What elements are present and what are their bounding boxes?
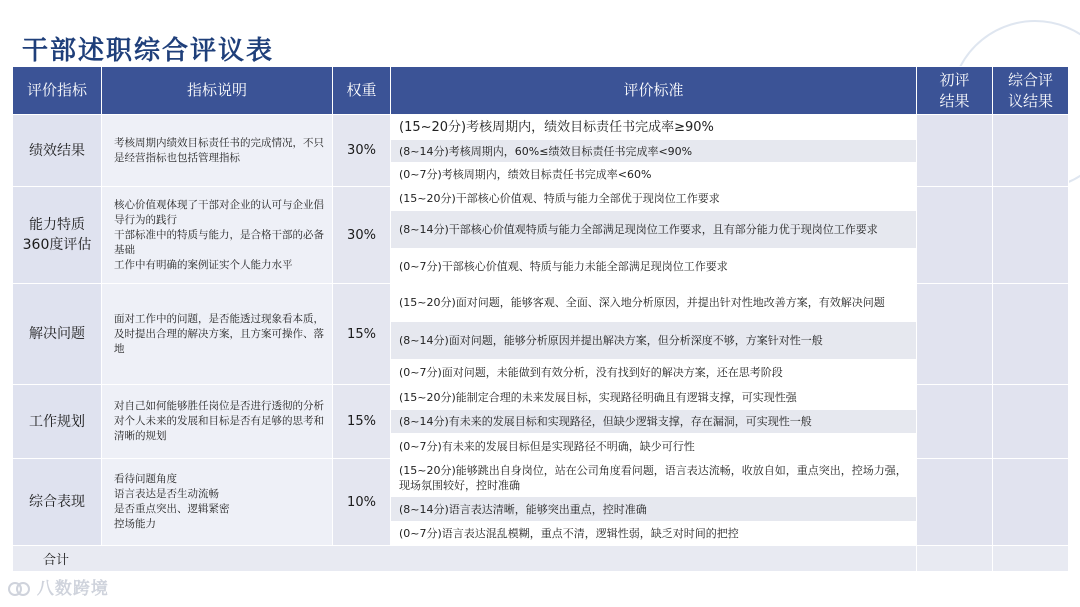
criteria-cell: (15~20分)能制定合理的未来发展目标，实现路径明确且有逻辑支撑，可实现性强 <box>391 385 917 410</box>
total-row <box>13 546 1069 572</box>
table-row <box>13 459 1069 497</box>
criteria-cell: (8~14分)有未来的发展目标和实现路径，但缺少逻辑支撑，存在漏洞，可实现性一般 <box>391 410 917 434</box>
metric-cell: 能力特质 360度评估 <box>13 187 102 284</box>
criteria-cell: (15~20分)考核周期内，绩效目标责任书完成率≥90% <box>391 115 917 140</box>
weight-cell: 10% <box>333 459 391 546</box>
watermark-logo-icon <box>8 580 30 598</box>
final-result-cell[interactable] <box>993 459 1069 546</box>
final-result-cell[interactable] <box>993 115 1069 187</box>
criteria-cell: (8~14分)考核周期内，60%≤绩效目标责任书完成率<90% <box>391 140 917 163</box>
metric-cell: 综合表现 <box>13 459 102 546</box>
description-cell: 看待问题角度 语言表达是否生动流畅 是否重点突出、逻辑紧密 控场能力 <box>102 459 333 546</box>
criteria-cell: (0~7分)有未来的发展目标但是实现路径不明确，缺少可行性 <box>391 434 917 459</box>
final-result-cell[interactable] <box>993 187 1069 284</box>
header-row <box>13 67 1069 115</box>
header-initial-result: 初评 结果 <box>917 67 993 115</box>
total-label: 合计 <box>13 546 917 572</box>
criteria-cell: (8~14分)语言表达清晰，能够突出重点，控时准确 <box>391 497 917 522</box>
description-cell: 对自己如何能够胜任岗位是否进行透彻的分析 对个人未来的发展和目标是否有足够的思考和清晰的规划 <box>102 385 333 459</box>
header-metric: 评价指标 <box>13 67 102 115</box>
table-row <box>13 187 1069 211</box>
initial-result-cell[interactable] <box>917 187 993 284</box>
total-final-cell[interactable] <box>993 546 1069 572</box>
criteria-cell: (0~7分)语言表达混乱模糊，重点不清，逻辑性弱，缺乏对时间的把控 <box>391 522 917 546</box>
description-cell: 面对工作中的问题，是否能透过现象看本质，及时提出合理的解决方案，且方案可操作、落地 <box>102 284 333 385</box>
table-row <box>13 385 1069 410</box>
criteria-cell: (8~14分)面对问题，能够分析原因并提出解决方案，但分析深度不够，方案针对性一般 <box>391 322 917 360</box>
weight-cell: 30% <box>333 187 391 284</box>
weight-cell: 15% <box>333 284 391 385</box>
header-weight: 权重 <box>333 67 391 115</box>
weight-cell: 30% <box>333 115 391 187</box>
initial-result-cell[interactable] <box>917 115 993 187</box>
criteria-cell: (0~7分)考核周期内，绩效目标责任书完成率<60% <box>391 163 917 187</box>
evaluation-table <box>12 66 1069 572</box>
table-row <box>13 115 1069 140</box>
header-final-result: 综合评 议结果 <box>993 67 1069 115</box>
final-result-cell[interactable] <box>993 385 1069 459</box>
initial-result-cell[interactable] <box>917 284 993 385</box>
header-description: 指标说明 <box>102 67 333 115</box>
metric-cell: 工作规划 <box>13 385 102 459</box>
metric-cell: 绩效结果 <box>13 115 102 187</box>
initial-result-cell[interactable] <box>917 459 993 546</box>
watermark <box>8 574 109 599</box>
criteria-cell: (15~20分)能够跳出自身岗位，站在公司角度看问题，语言表达流畅，收放自如，重点突出，控场力强，现场氛围较好，控时准确 <box>391 459 917 497</box>
description-cell: 考核周期内绩效目标责任书的完成情况，不只是经营指标也包括管理指标 <box>102 115 333 187</box>
criteria-cell: (15~20分)面对问题，能够客观、全面、深入地分析原因，并提出针对性地改善方案，有效解决问题 <box>391 284 917 322</box>
total-initial-cell[interactable] <box>917 546 993 572</box>
header-criteria: 评价标准 <box>391 67 917 115</box>
criteria-cell: (8~14分)干部核心价值观特质与能力全部满足现岗位工作要求，且有部分能力优于现岗位工作要求 <box>391 211 917 249</box>
final-result-cell[interactable] <box>993 284 1069 385</box>
criteria-cell: (15~20分)干部核心价值观、特质与能力全部优于现岗位工作要求 <box>391 187 917 211</box>
table-row <box>13 284 1069 322</box>
watermark-text: 八数跨境 <box>36 579 109 599</box>
criteria-cell: (0~7分)干部核心价值观、特质与能力未能全部满足现岗位工作要求 <box>391 249 917 284</box>
initial-result-cell[interactable] <box>917 385 993 459</box>
weight-cell: 15% <box>333 385 391 459</box>
page-title: 干部述职综合评议表 <box>22 36 275 66</box>
description-cell: 核心价值观体现了干部对企业的认可与企业倡导行为的践行 干部标准中的特质与能力，是合格干部的必备基础 工作中有明确的案例证实个人能力水平 <box>102 187 333 284</box>
criteria-cell: (0~7分)面对问题，未能做到有效分析，没有找到好的解决方案，还在思考阶段 <box>391 360 917 385</box>
metric-cell: 解决问题 <box>13 284 102 385</box>
